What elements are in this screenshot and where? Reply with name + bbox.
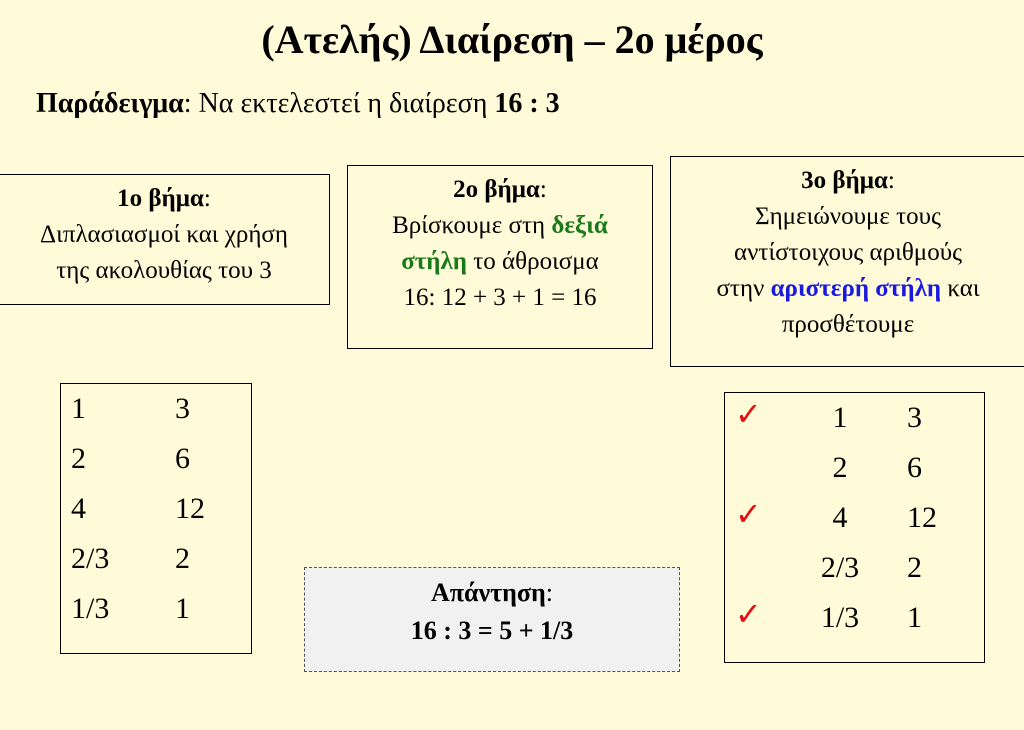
step3-text1: στην [716, 275, 771, 302]
right-value: 12 [907, 501, 937, 534]
example-label: Παράδειγμα [36, 88, 184, 119]
step3-blue-phrase: αριστερή στήλη [770, 275, 942, 302]
example-text: Να εκτελεστεί η διαίρεση [191, 88, 495, 119]
doubling-table [60, 383, 252, 654]
table-row [725, 396, 986, 441]
step2-colon: : [539, 176, 547, 203]
step3-heading [671, 163, 1024, 199]
example-line [36, 88, 560, 120]
right-value: 2 [907, 551, 922, 584]
left-value: 1 [71, 392, 86, 425]
step1-line1: Διπλασιασμοί και χρήση [40, 221, 288, 248]
table-row [725, 496, 986, 541]
left-value: 2 [832, 451, 848, 484]
step3-line4: προσθέτουμε [781, 311, 915, 338]
step2-heading [348, 172, 652, 208]
step1-heading [0, 181, 329, 217]
step2-text2: το άθροισμα [466, 248, 599, 275]
step2-box [347, 165, 653, 349]
step2-line3: 16: 12 + 3 + 1 = 16 [403, 284, 597, 311]
step3-text2: και [941, 275, 980, 302]
step3-head: 3ο βήμα [801, 167, 888, 194]
right-value: 1 [907, 601, 922, 634]
left-value: 1/3 [71, 592, 110, 625]
step1-head: 1ο βήμα [117, 185, 204, 212]
left-value: 4 [71, 492, 86, 525]
page-title: (Ατελής) Διαίρεση – 2ο μέρος [261, 17, 763, 62]
step2-head: 2ο βήμα [453, 176, 540, 203]
table-row [725, 451, 986, 491]
right-value: 6 [907, 451, 922, 484]
left-value: 2/3 [820, 551, 860, 584]
check-icon: ✓ [735, 396, 762, 432]
left-value: 1/3 [820, 601, 860, 634]
answer-box [304, 567, 680, 672]
right-value: 2 [175, 542, 190, 575]
right-value: 3 [907, 401, 922, 434]
step2-line2 [348, 244, 652, 280]
step3-line2: αντίστοιχους αριθμούς [734, 239, 962, 266]
checked-table [724, 392, 985, 663]
left-value: 1 [832, 401, 848, 434]
answer-colon: : [545, 578, 554, 607]
step3-box [670, 156, 1024, 367]
step2-green-word2: στήλη [401, 248, 467, 275]
step3-line1: Σημειώνουμε τους [755, 203, 941, 230]
answer-heading [305, 574, 679, 612]
answer-head: Απάντηση [430, 578, 546, 607]
step2-text1: Βρίσκουμε στη [392, 212, 552, 239]
right-value: 3 [175, 392, 190, 425]
left-value: 2 [71, 442, 86, 475]
right-value: 12 [175, 492, 205, 525]
right-value: 1 [175, 592, 190, 625]
table-row [725, 551, 986, 591]
example-expression: 16 : 3 [494, 88, 560, 119]
step1-line2: της ακολουθίας του 3 [56, 257, 272, 284]
step2-green-word1: δεξιά [551, 212, 608, 239]
step1-colon: : [203, 185, 211, 212]
step2-line1 [348, 208, 652, 244]
left-value: 2/3 [71, 542, 110, 575]
right-value: 6 [175, 442, 190, 475]
example-colon: : [183, 88, 192, 119]
table-row [725, 596, 986, 641]
step3-line3 [671, 271, 1024, 307]
step1-box [0, 174, 330, 305]
check-icon: ✓ [735, 596, 762, 632]
check-icon: ✓ [735, 496, 762, 532]
answer-result: 16 : 3 = 5 + 1/3 [410, 616, 574, 645]
step3-colon: : [887, 167, 895, 194]
left-value: 4 [832, 501, 848, 534]
